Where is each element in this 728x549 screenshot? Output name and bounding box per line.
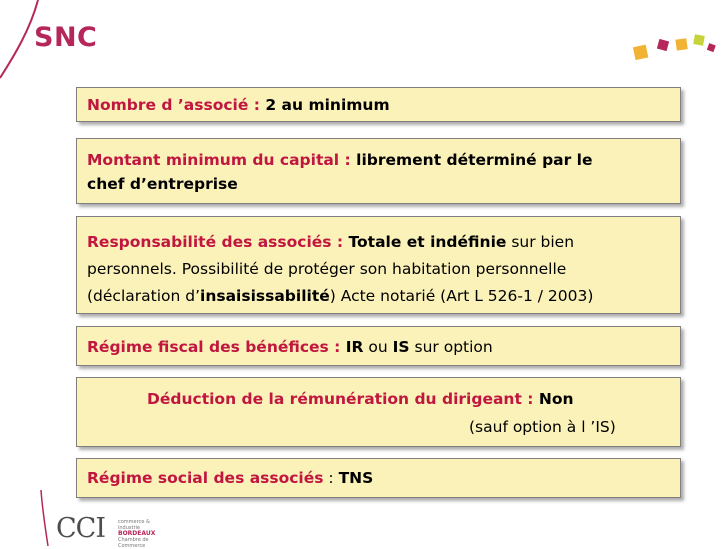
tax-suffix: sur option — [409, 338, 493, 356]
capital-value-line1: librement déterminé par le — [356, 151, 593, 169]
cci-logo — [56, 513, 156, 549]
liability-value: Totale et indéfinie — [348, 233, 507, 251]
cci-logo-sub1: commerce & industrie — [118, 519, 150, 531]
social-regime-sep: : — [323, 469, 339, 487]
associates-count-box — [76, 87, 681, 122]
liability-line3-post: ) Acte notarié (Art L 526-1 / 2003) — [329, 287, 594, 305]
associates-count-value: 2 au minimum — [265, 96, 390, 114]
remuneration-note: (sauf option à l ’IS) — [469, 418, 616, 436]
social-regime-value: TNS — [338, 469, 374, 487]
remuneration-label: Déduction de la rémunération du dirigeant : — [147, 390, 539, 408]
tax-is: IS — [392, 338, 410, 356]
capital-box — [76, 138, 681, 204]
tax-ou: ou — [363, 338, 393, 356]
capital-label: Montant minimum du capital : — [87, 151, 357, 169]
liability-line3-pre: (déclaration d’ — [87, 287, 201, 305]
social-regime-box — [76, 458, 681, 498]
remuneration-box — [76, 377, 681, 447]
capital-value-line2: chef d’entreprise — [87, 175, 238, 193]
liability-line2: personnels. Possibilité de protéger son habitation personnelle — [87, 260, 567, 278]
tax-regime-label: Régime fiscal des bénéfices : — [87, 338, 346, 356]
liability-line3-bold: insaisissabilité — [200, 287, 330, 305]
cci-logo-sub3: Chambre de Commerce — [118, 537, 149, 549]
page-title: SNC — [34, 22, 98, 53]
liability-text1: sur bien — [506, 233, 575, 251]
tax-regime-box — [76, 326, 681, 366]
liability-box — [76, 216, 681, 314]
remuneration-value: Non — [538, 390, 574, 408]
tax-ir: IR — [345, 338, 364, 356]
associates-count-label: Nombre d ’associé : — [87, 96, 266, 114]
cci-logo-text: CCI — [56, 513, 105, 544]
cci-logo-sub2: BORDEAUX — [118, 530, 156, 537]
social-regime-label: Régime social des associés — [87, 469, 324, 487]
liability-label: Responsabilité des associés : — [87, 233, 349, 251]
confetti-decoration-icon — [620, 30, 720, 90]
